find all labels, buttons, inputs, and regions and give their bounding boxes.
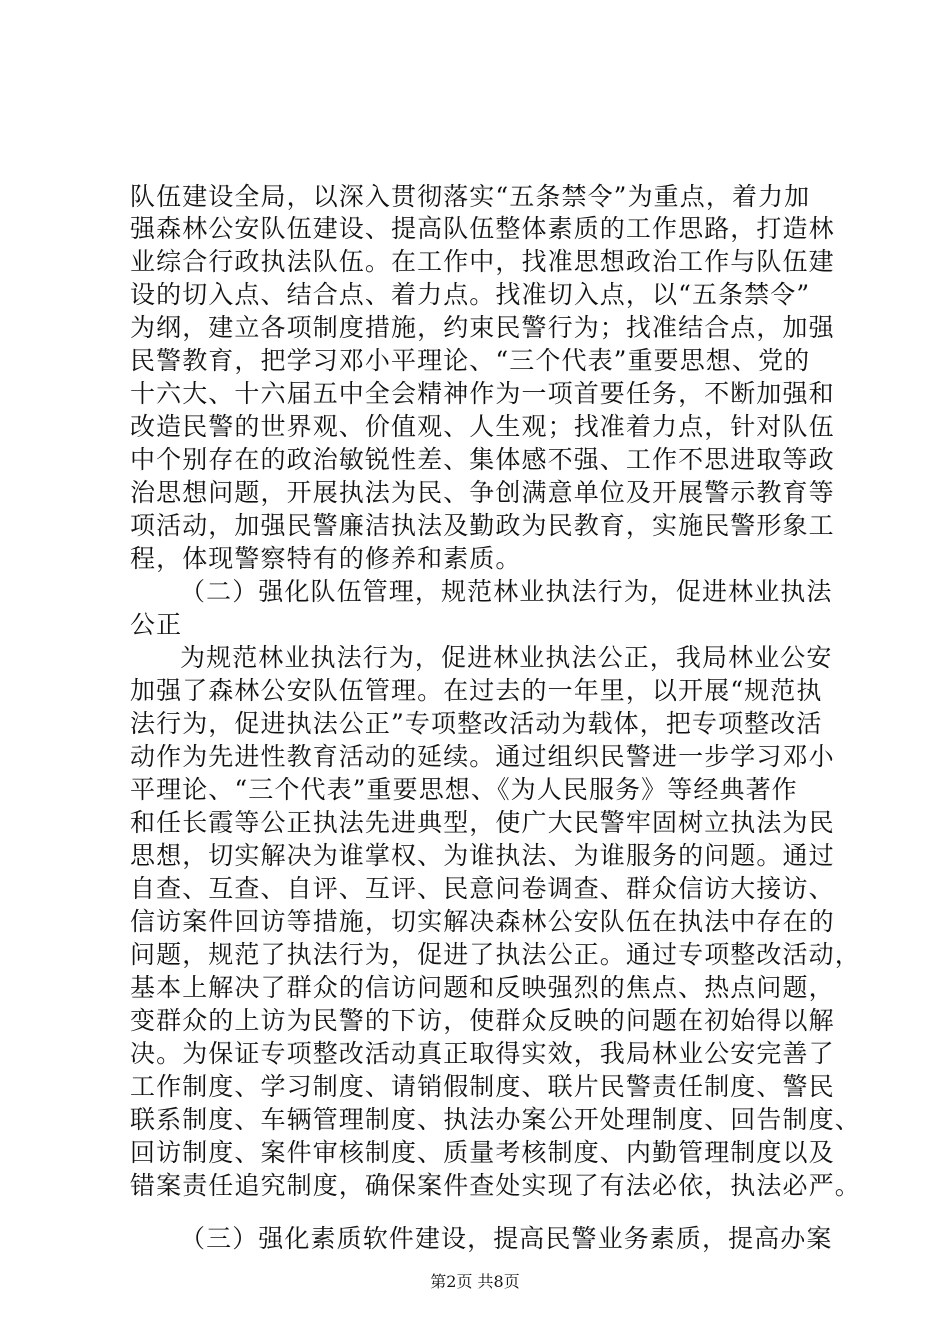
body-line: 联系制度、车辆管理制度、执法办案公开处理制度、回告制度、 [130,1105,861,1134]
body-line: 程，体现警察特有的修养和素质。 [130,544,522,573]
section-heading-2-cont: 公正 [130,610,183,639]
body-line: 变群众的上访为民警的下访，使群众反映的问题在初始得以解 [130,1006,835,1035]
body-line: 强森林公安队伍建设、提高队伍整体素质的工作思路，打造林 [130,214,835,243]
body-line: 业综合行政执法队伍。在工作中，找准思想政治工作与队伍建 [130,247,835,276]
body-line: 项活动，加强民警廉洁执法及勤政为民教育，实施民警形象工 [130,511,835,540]
section-heading-3: （三）强化素质软件建设，提高民警业务素质，提高办案 [180,1224,833,1253]
body-line: 回访制度、案件审核制度、质量考核制度、内勤管理制度以及 [130,1138,835,1167]
body-line: 工作制度、学习制度、请销假制度、联片民警责任制度、警民 [130,1072,835,1101]
body-line: 和任长霞等公正执法先进典型，使广大民警牢固树立执法为民 [130,808,835,837]
body-line: 队伍建设全局，以深入贯彻落实“五条禁令”为重点，着力加 [130,182,811,211]
body-line: 信访案件回访等措施，切实解决森林公安队伍在执法中存在的 [130,907,835,936]
body-line: 问题，规范了执法行为，促进了执法公正。通过专项整改活动， [130,940,861,969]
body-line: 加强了森林公安队伍管理。在过去的一年里，以开展“规范执 [130,676,823,705]
body-line: 自查、互查、自评、互评、民意问卷调查、群众信访大接访、 [130,874,835,903]
body-line: 设的切入点、结合点、着力点。找准切入点，以“五条禁令” [130,280,811,309]
body-line: 十六大、十六届五中全会精神作为一项首要任务，不断加强和 [130,379,835,408]
body-line: 错案责任追究制度，确保案件查处实现了有法必依，执法必严。 [130,1171,861,1200]
body-line: 民警教育，把学习邓小平理论、“三个代表”重要思想、党的 [130,346,811,375]
body-line: 思想，切实解决为谁掌权、为谁执法、为谁服务的问题。通过 [130,841,835,870]
body-line: 中个别存在的政治敏锐性差、集体感不强、工作不思进取等政 [130,445,835,474]
body-line: 平理论、“三个代表”重要思想、《为人民服务》等经典著作 [130,775,798,804]
section-heading-2: （二）强化队伍管理，规范林业执法行为，促进林业执法 [180,577,833,606]
body-line: 为规范林业执法行为，促进林业执法公正，我局林业公安 [180,643,833,672]
body-line: 基本上解决了群众的信访问题和反映强烈的焦点、热点问题， [130,973,835,1002]
body-line: 法行为，促进执法公正”专项整改活动为载体，把专项整改活 [130,709,823,738]
body-line: 决。为保证专项整改活动真正取得实效，我局林业公安完善了 [130,1039,835,1068]
page-number: 第2页 共8页 [430,1272,520,1291]
body-line: 治思想问题，开展执法为民、争创满意单位及开展警示教育等 [130,478,835,507]
body-line: 动作为先进性教育活动的延续。通过组织民警进一步学习邓小 [130,742,835,771]
body-line: 改造民警的世界观、价值观、人生观；找准着力点，针对队伍 [130,412,835,441]
body-line: 为纲，建立各项制度措施，约束民警行为；找准结合点，加强 [130,313,835,342]
